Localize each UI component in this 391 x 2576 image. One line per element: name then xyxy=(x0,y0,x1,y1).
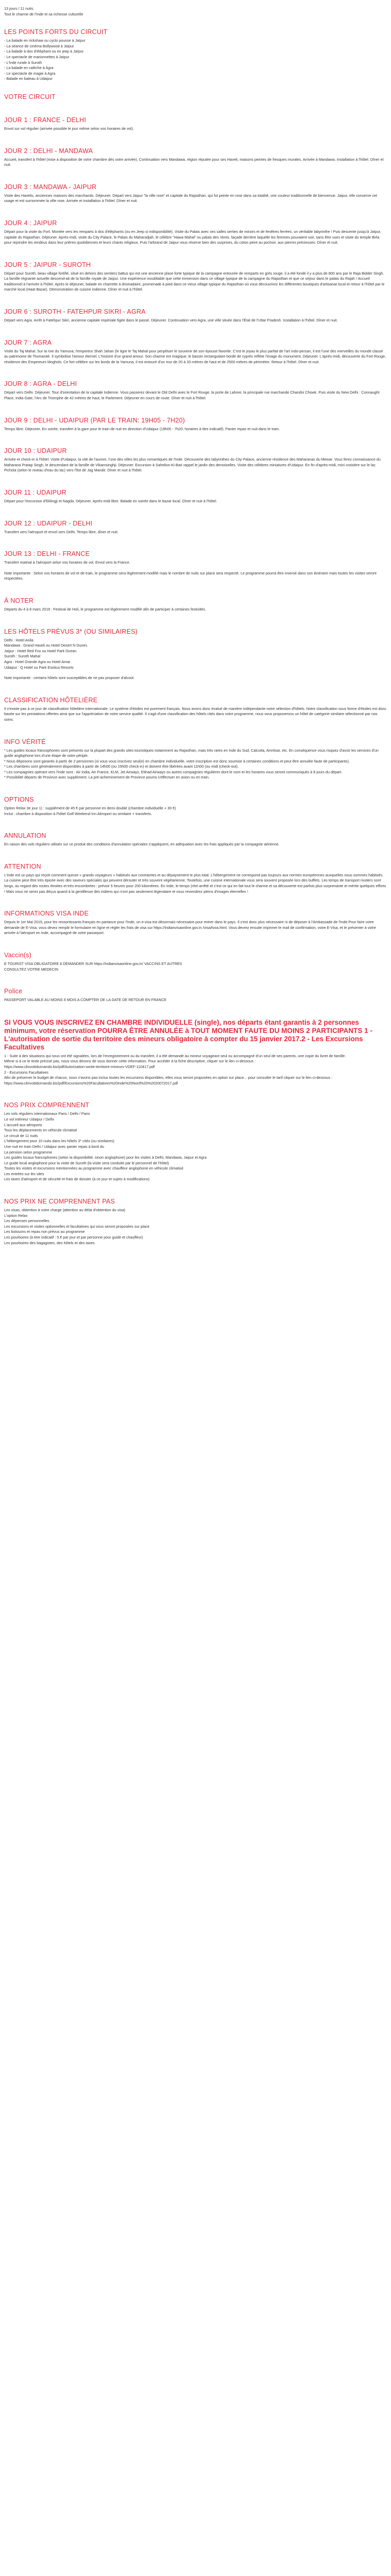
day-description: Envol sur vol régulier (arrivée possible le jour même selon vos horaires de vol). xyxy=(4,126,134,131)
info-verite-line: * Les compagnies opérant vers l'Inde sont : Air India, Air France, KLM, Jet Airways, Etihad Airways ou autres compagnies régulières dont le nom et les horaires vous seront communiqués à 8 jours du départ. xyxy=(4,769,343,774)
day-description: Transfert matinal à l'aéroport selon vos horaires de vol. Envol vers la France. xyxy=(4,560,131,565)
vaccins-list xyxy=(4,961,387,972)
day-title: JOUR 9 : DELHI - UDAIPUR (PAR LE TRAIN: 19H05 - 7H20) xyxy=(4,416,185,424)
attention-heading: ATTENTION xyxy=(4,862,41,870)
hotels-note: Note importante : certains hôtels sont susceptibles de ne pas proposer d'alcool. xyxy=(4,675,135,681)
prix-inclus-list xyxy=(4,1111,387,1182)
day-title: JOUR 5 : JAIPUR - SUROTH xyxy=(4,261,91,268)
day-list xyxy=(4,116,387,582)
day-title: JOUR 3 : MANDAWA - JAIPUR xyxy=(4,183,97,191)
day-description: Visite du Taj Mahal. Sur la rive du Yamuna, l'empereur Shah Jahan (le tigre le Taj Mahal pour perpétuer le souvenir de son épouse favorite. C'est le joyau le plus parfait de l'art indo-persan, il est l'une des merveilles du monde classé au patrimoine de l'humanité. Il symbolise l'amour éternel. L'histoire d'un grand amour. Son charme est magique, le bassin rectangulaire bordé de cyprès reflète l'image du monument. Déjeuner. L'après-midi, découverte du Fort Rouge, résidence des Empereurs Moghols. Ce fort célèbre sur les bords de la Yamuna, il est entouré d'un mur de 20 à 33 mètres de haut et de 2500 mètres de périmètre. Retour à l'hôtel. Dîner et nuit. xyxy=(4,348,386,364)
points-forts-heading: LES POINTS FORTS DU CIRCUIT xyxy=(4,28,108,36)
hotel-item: Delhi : Hotel Anila xyxy=(4,637,34,642)
day-title: JOUR 4 : JAIPUR xyxy=(4,219,57,227)
prix-inclus-item: L'hébergement pour 10 nuits dans les hôtels 3* cités (ou similaires) xyxy=(4,1139,115,1144)
vaccins-line: CONSULTEZ VOTRE MEDECIN xyxy=(4,967,58,972)
prix-inclus-item: Une nuit en train Delhi / Udaipur avec panier repas à bord du xyxy=(4,1144,104,1149)
prix-inclus-heading: NOS PRIX COMPRENNENT xyxy=(4,1101,90,1109)
day-note: Note importante : Selon vos horaires de vol et de train, le programme sera légèrement modifié mais le nombre de nuits sur place sera respecté. Le programme pourra être inversé dans son itinéraire mais toutes les visites seront respectées. xyxy=(4,570,377,581)
police-text: PASSEPORT VALABLE AU MOINS 6 MOIS A COMPTER DE LA DATE DE RETOUR EN FRANCE xyxy=(4,997,167,1003)
day-description: Transfert vers l'aéroport et envol vers Delhi. Temps libre, dîner et nuit. xyxy=(4,529,119,534)
day-description: Départ pour Suroth, beau village fortifié, situé en dehors des sentiers battus qui est une ancienne place forte typique de la campagne entourée de remparts en grès rouge, il a été fondé il y a plus de 800 ans par le Raja Bidder Singh. La famille régnante actuelle descend-ait de la famille royale de Jaïpur. Une expérience inoubliable que cette immersion dans ce village typique de la campagne du Rajasthan et que ce séjour dans le palais du Rajah ! Accueil traditionnel à l'arrivée à l'hôtel. Après le déjeuner, balade en charrette à dromadaire, promenade à pied dans ce vieux village typique du Rajasthan où vous découvrirez les différentes boutiques d'artisanat local et retour à l'hôtel par le marché local (Haat Bazar). Démonstration de cuisine indienne. Dîner et nuit à l'hôtel. xyxy=(4,270,385,292)
point-fort-item: - La séance de cinéma Bollywood à Jaïpur xyxy=(4,43,74,48)
hotel-item: Agra : Hotel Grande Agra ou Hotel Amar xyxy=(4,659,71,664)
prix-exclus-item: Les visas, obtention à votre charge (attention au délai d'obtention du visa) xyxy=(4,1208,125,1213)
day-description: Départ pour l'excursion d'Eklingji et Nagda. Déjeuner. Après-midi libre. Balade en soirée dans le bazar local. Dîner et nuit à l'hôtel. xyxy=(4,499,217,503)
prix-exclus-list xyxy=(4,1208,387,1246)
hotel-item: Jaipur : Hotel Red Fox ou Hotel Park Ocean xyxy=(4,648,77,653)
point-fort-item: - La balade en calèche à Agra xyxy=(4,65,54,71)
day-title: JOUR 12 : UDAIPUR - DELHI xyxy=(4,519,93,527)
day-description: Visite des Havelis, anciennes maisons des marchands. Déjeuner. Départ vers Jaipur "la ville rose" et capitale du Rajasthan, qui fut peinte en rose dans sa totalité, une couleur traditionnelle de bienvenue. Jaipur, elle conserve cet usage et est surnommée la ville rose. Arrivée et installation à l'hôtel. Dîner et nuit. xyxy=(4,193,377,204)
prix-inclus-item: Les entrées sur les sites xyxy=(4,1171,44,1176)
info-verite-list xyxy=(4,748,387,781)
a-noter-text: Départs du 4 à 8 mars 2019 : Festival de Holi, le programme est légèrement modifié afin de participer à certaines festivités. xyxy=(4,606,206,612)
point-fort-item: - Le spectacle de magie à Agra xyxy=(4,71,56,76)
prix-inclus-item: Les vols réguliers internationaux Paris / Delhi / Paris xyxy=(4,1111,90,1116)
single-room-line: Afin de préserver le budget de chacun, nous n'avons pas inclus toutes les excursions disponibles, elles vous seront proposées en option sur place... pour consulter le tarif cliquer sur le lien ci-dessous : xyxy=(4,1075,333,1080)
single-room-list xyxy=(4,1054,387,1087)
day-description: Départ vers Delhi. Déjeuner. Tour d'orientation de la capitale Indienne. Vous passerez devant le Old Delhi avec le Fort Rouge, la porte de Lahore, la principale rue marchande Chandni Chowk. Puis visite du New Delhi : Connaught Place, India Gate, l'Arc de Triomphe de 42 mètres de haut, le Parlement. Déjeuner en cours de route. Dîner et nuit à l'hôtel. xyxy=(4,390,380,401)
options-list xyxy=(4,806,387,817)
vaccins-heading: Vaccin(s) xyxy=(4,952,31,959)
day-description: Départ vers Agra. Arrêt à Fatehpur Sikri, ancienne capitale impériale figée dans le passé. Déjeuner. Continuation vers Agra, une ville située dans l'État de l'Uttar Pradesh. Installation à l'hôtel. Dîner et nuit. xyxy=(4,318,338,323)
info-verite-line: * Les chambres sont généralement disponibles à partir de 14h00 (ou 15h00 check-in) et doivent être libérées avant 11h00 (ou midi (check-out). xyxy=(4,764,239,769)
prix-inclus-item: L'accueil aux aéroports xyxy=(4,1122,42,1127)
annulation-heading: ANNULATION xyxy=(4,832,46,840)
info-verite-line: * Les guides locaux francophones sont présents sur la plupart des grands sites touristiques notamment au Rajasthan, mais très rares en Inde du Sud, Calcutta, Amritsar, etc. En conséquence vous risquez d'avoir les services d'un guide anglophone lors d'une étape de votre périple. xyxy=(4,748,379,758)
single-room-heading: SI VOUS VOUS INSCRIVEZ EN CHAMBRE INDIVIDUELLE (single), nos départs étant garantis à 2 personnes minimum, votre réservation POURRA ÊTRE ANNULÉE à TOUT MOMENT FAUTE DU MOINS 2 PARTICIPANTS 1 - L'autorisation de sortie du territoire des mineurs obligatoire à compter du 15 janvier 2017.2 - Les Excursions Facultatives xyxy=(4,1018,372,1051)
prix-inclus-item: Le circuit de 11 nuits xyxy=(4,1133,38,1138)
program-page xyxy=(0,0,391,1261)
info-verite-line: * Nous déposons sont garantis à partir de 2 personnes (si vous vous inscrivez seul(e) en chambre individuelle, votre inscription est donc soumise à certaines conditions et peut être annulée faute de participants). xyxy=(4,758,350,764)
votre-circuit-heading: VOTRE CIRCUIT xyxy=(4,93,56,100)
prix-exclus-item: Les pourboires des bagagistes, des hôtels et des taxes xyxy=(4,1240,95,1245)
prix-inclus-item: Les guides locaux francophones (selon la disponibilité, sinon anglophone) pour les visites à Delhi, Mandawa, Jaipur et Agra xyxy=(4,1155,207,1160)
prix-inclus-item: La pension selon programme xyxy=(4,1149,53,1155)
classification-heading: CLASSIFICATION HÔTELIÈRE xyxy=(4,696,97,704)
day-title: JOUR 10 : UDAIPUR xyxy=(4,447,67,455)
option-line: Inclut : chambre à disposition à l'hôtel Golf Weekend Inn Aéroport ou similaire + transferts. xyxy=(4,811,152,816)
prix-exclus-item: L'option Relax xyxy=(4,1213,28,1218)
prix-exclus-item: Les dépenses personnelles xyxy=(4,1218,50,1224)
attention-text: L'Inde est un pays qui reçoit comment quinze « grands voyageurs » habitués aux contraintes et au dépaysement le plus total. L'hébergement ne correspond pas toujours aux normes européennes auxquelles nous sommes habitués. La cuisine peut être très épicée avec des saveurs spéciales qui peuvent dérouter et très souvent végétarienne. Toutefois, une cuisine internationale vous sera souvent proposée lors des buffets. Les temps de transport routiers sont longs, au regard des routes étroites et très encombrées : prévoir 5 heures pour 200 kilomètres. En Inde, le temps (réel arrêté et c'est ce qui en fait tout le charme et sa découverte est parfois plus surprenante et mérite quelques efforts ! Mais vous ne serez pas déçus quand à la gentillesse des indiens qui n'ont pas seulement légendaire et vous reviendrez pleins d'images éternelles ! xyxy=(4,872,386,894)
classification-text: Il n'existe pas à ce jour de classification hôtelière internationale. Le système d'étoiles est purement français. Nous avons donc évalué de manière indépendante notre sélection d'hôtels. Notre classification sous forme d'étoiles est donc basée sur les prestations offertes ainsi que sur l'appréciation de notre service qualité. Il s'agit d'une classification des hôtels cités dans votre programme, nous vous proposerons un hôtel de catégorie similaire sélectionné par nos soins. xyxy=(4,706,387,722)
point-fort-item: - La balade en rickshaw ou cyclo pousse à Jaïpur xyxy=(4,38,86,43)
annulation-text: En raison des vols réguliers utilisés sur ce produit des conditions d'annulation spéciales s'appliquent, en adéquation avec les frais appliqués par la compagnie aérienne. xyxy=(4,842,280,847)
prix-exclus-item: Les excursions et visites optionnelles et facultatives qui vous seront proposées sur place xyxy=(4,1224,150,1229)
single-room-line: 2 - Excursions Facultatives xyxy=(4,1070,48,1075)
day-title: JOUR 11 : UDAIPUR xyxy=(4,489,67,496)
day-description: Accueil, transfert à l'hôtel (mise à disposition de votre chambre dès votre arrivée). Continuation vers Mandawa, région réputée pour ses Haveli, maisons peintes de fresques murales. Arrivée à Mandawa. Installation à l'hôtel. Dîner et nuit. xyxy=(4,157,384,167)
prix-inclus-item: Le vol intérieur Udaipur / Delhi xyxy=(4,1116,54,1122)
police-heading: Police xyxy=(4,988,23,995)
prix-inclus-item: Les taxes d'aéroport et de sécurité et frais de dossier (à ce jour et sujets à modifications) xyxy=(4,1177,150,1182)
day-title: JOUR 2 : DELHI - MANDAWA xyxy=(4,147,93,155)
day-title: JOUR 1 : FRANCE - DELHI xyxy=(4,116,86,124)
day-title: JOUR 7 : AGRA xyxy=(4,338,52,346)
day-description: Arrivée et check-in à l'hôtel. Visite d'Udaipur, la cité de l'aurore, l'une des villes les plus romantiques de l'Inde. Découverte des labyrinthes du City Palace, ancienne résidence des Maharanas du Mewar. Vous ferez connaissance du Maharana Pratap Singh, le descendant de la famille de Vikamsinghji. Déjeuner. Excursion à Sahelion-Ki-Bari rappel le jardin des demoiselles. Visite des célèbres miniatures d'Udaipur. En fin d'après-midi, mini croisière sur le lac Pichola (selon le niveau d'eau du lac) vers l'îlot de Jag Mandir. Dîner et nuit à l'hôtel. xyxy=(4,457,381,473)
hotels-list xyxy=(4,638,387,671)
single-room-line: https://www.clinvoitidurnando.biz/pdf/Excursions%20Facultatives%20Inde%20Nord%20%2020072017.pdf xyxy=(4,1080,178,1086)
options-heading: OPTIONS xyxy=(4,796,34,804)
single-room-line: Même si à ce le texte précisé pas, nous vous devons de vous donner cette information. Pour accéder à la fiche descriptive, cliquer sur le lien ci-dessous : xyxy=(4,1059,256,1064)
point-fort-item: - L'Inde rurale à Suroth xyxy=(4,60,42,65)
prix-exclus-item: Les pourboires (à titre indicatif : 5 € par jour et par personne pour guide et chauffeur) xyxy=(4,1235,143,1240)
hotels-heading: LES HÔTELS PRÉVUS 3* (OU SIMILAIRES) xyxy=(4,628,138,635)
single-room-line: 1 - Suite à des situations qui nous ont été signalées, lors de l'enregistrement ou du transfert, il a été demandé au mineur voyageant seul ou accompagné d'un seul de ses parents, une copie du livret de famille. xyxy=(4,1053,346,1058)
point-fort-item: - La balade à dos d'éléphant ou en jeep à Jaïpur xyxy=(4,49,84,54)
prix-exclus-heading: NOS PRIX NE COMPRENNENT PAS xyxy=(4,1198,115,1206)
day-description: Temps libre. Déjeuner. En soirée, transfert à la gare pour le train de nuit en direction d'Udaipur (19h05 - 7h20, horaires à titre indicatif). Panier repas et nuit dans le train. xyxy=(4,426,280,431)
single-room-line: https://www.clinvoitidurnando.biz/pdf/Autorisation-sortie-territoire-mineurs-VDEF-110417.pdf xyxy=(4,1064,155,1069)
vaccins-line: E TOURIST VISA OBLIGATOIRE A DEMANDER SUR https://indianvisaonline.gov.in/ VACCINS ET AUTRES xyxy=(4,961,182,966)
a-noter-heading: À NOTER xyxy=(4,597,34,604)
point-fort-item: - Balade en bateau à Udaipur xyxy=(4,76,53,81)
trip-duration: 13 jours / 11 nuits. xyxy=(4,6,35,11)
point-fort-item: - Le spectacle de marionnettes à Jaïpur xyxy=(4,54,70,59)
option-line: Option Relax 3e jour 1) : supplément de 45 € par personne en demi double (chambre individuelle + 30 €) xyxy=(4,806,176,811)
day-title: JOUR 8 : AGRA - DELHI xyxy=(4,380,77,388)
hotel-item: Suroth : Suroth Mahal xyxy=(4,654,40,659)
info-verite-line: * Possibilité départs de Province avec supplément. La pré-acheminement de Province pourra s'effectuer en avion ou en train. xyxy=(4,775,209,780)
hotel-item: Mandawa : Grand Haveli ou Hotel Desert N Dunes xyxy=(4,643,87,648)
hotel-item: Udaipur : Q Hotel ou Park Exotica Resorts xyxy=(4,665,74,670)
day-title: JOUR 6 : SUROTH - FATEHPUR SIKRI - AGRA xyxy=(4,308,146,316)
prix-inclus-item: Toutes les visites et excursions mentionnées au programme avec chauffeur anglophone en véhicule climatisé xyxy=(4,1166,184,1171)
prix-inclus-item: Le guide local anglophone pour la visite de Suroth (la visite sera conduite par le personnel de l'hôtel) xyxy=(4,1160,169,1165)
visa-text: Depuis le 1er Mai 2015, pour les ressortissants français en partance pour l'Inde, un e-visa est désormais nécessaire pour entrer dans le pays. Il s'est donc plus nécessaire ni de déposer à l'Ambassade de l'Inde.Pour faire votre demande de E-Visa, vous devez remplir le formulaire en ligne et régler les frais de visa sur https://indianvisaonline.gov.in /visa/tvoa.html. Vous devrez ensuite imprimer le mail de confirmation, votre E-Visa, et le présenter à votre arrivée à l'aéroport en Inde, accompagné de votre passeport. xyxy=(4,920,376,936)
visa-heading: INFORMATIONS VISA INDE xyxy=(4,910,89,918)
day-title: JOUR 13 : DELHI - FRANCE xyxy=(4,550,90,558)
trip-tagline: Tout le charme de l'Inde et sa richesse culturelle xyxy=(4,11,84,16)
prix-inclus-item: Tous les déplacements en véhicule climatisé xyxy=(4,1128,77,1133)
prix-exclus-item: Les boissons et repas non prévus au programme xyxy=(4,1229,85,1234)
intro xyxy=(4,6,387,17)
info-verite-heading: INFO VÉRITÉ xyxy=(4,738,46,745)
points-forts-list xyxy=(4,38,387,82)
day-description: Départ pour la visite du Fort. Montée vers les remparts à dos d'éléphants (ou en Jeep si indisponibilité). Visite du Palais avec ses salles serties de miroirs et de fenêtres ferrées, un véritable labyrinthe ! Puis descente jusqu'à Jaïpur, capitale du Rajasthan. Déjeuner. Après-midi, visite du City Palace, le Palais du Maharadjah, le célèbre "Hawa Mahal" ou palais des Vents, façade derrière laquelle les femmes pouvaient voir, sans être vues et visite du temple Birla pour rejoindre les rendeus dans leur prières quotidiennes et leurs chants religieux. Puis l'arbrand de Jaipur vous réserve bien des surprises, du coton peint au pochoir, aux pierres précieuses. Dîner et nuit. xyxy=(4,229,381,245)
